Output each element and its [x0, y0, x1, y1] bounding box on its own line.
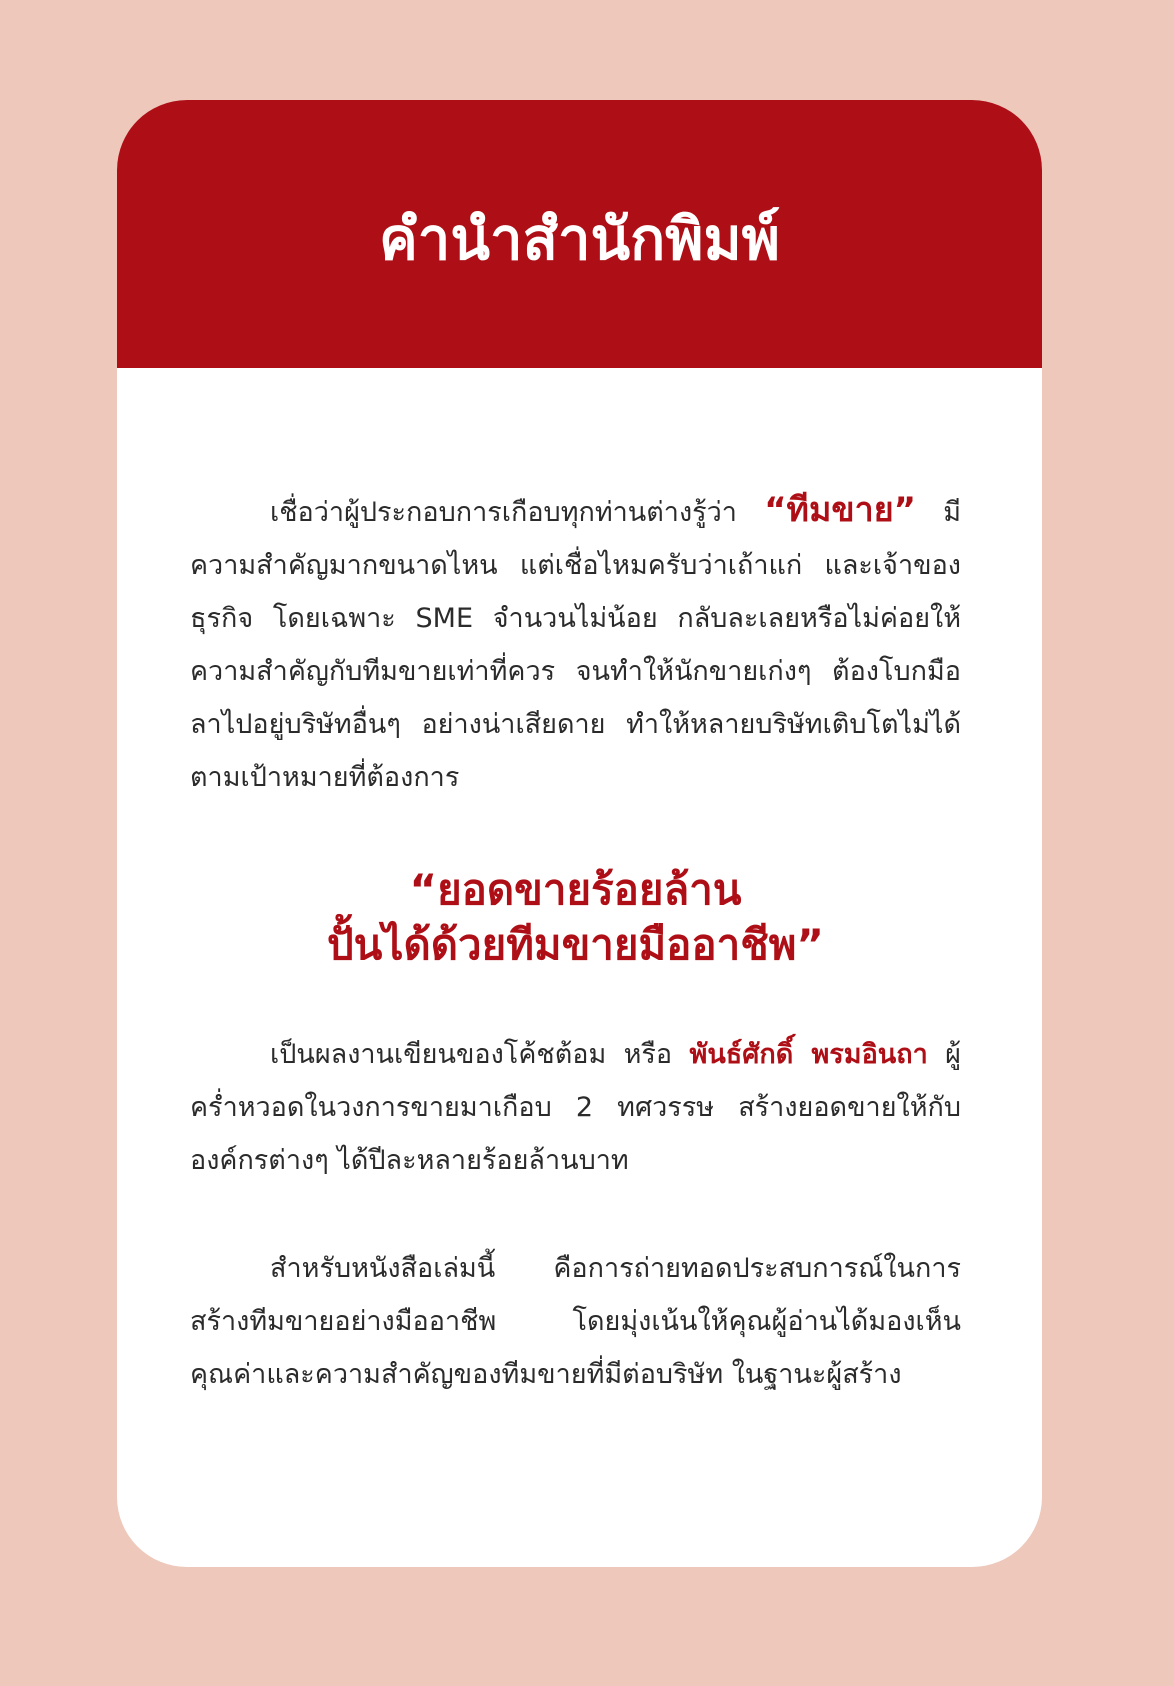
preface-card: [117, 100, 1042, 1567]
author-lead-text: เป็นผลงานเขียนของโค้ชต้อม หรือ: [270, 1039, 673, 1070]
preface-body: [117, 484, 1042, 1401]
book-title-line-1: “ยอดขายร้อยล้าน: [409, 865, 742, 914]
author-paragraph: [190, 1028, 961, 1187]
book-purpose-paragraph: สำหรับหนังสือเล่มนี้ คือการถ่ายทอดประสบการณ์ในการสร้างทีมขายอย่างมืออาชีพ โดยมุ่งเน้นให้คุณผู้อ่านได้มองเห็นคุณค่าและความสำคัญของทีมขายที่มีต่อบริษัท ในฐานะผู้สร้าง: [190, 1253, 961, 1390]
author-name: พันธ์ศักดิ์ พรมอินถา: [689, 1039, 928, 1070]
sales-team-highlight: “ทีมขาย”: [764, 490, 916, 530]
page-title: คำนำสำนักพิมพ์: [378, 204, 780, 273]
intro-paragraph: [190, 484, 961, 804]
preface-header: [117, 100, 1042, 368]
intro-rest-text: มีความสำคัญมากขนาดไหน แต่เชื่อไหมครับว่าเถ้าแก่ และเจ้าของธุรกิจ โดยเฉพาะ SME จำนวนไม่น้อย กลับละเลยหรือไม่ค่อยให้ความสำคัญกับทีมขายเท่าที่ควร จนทำให้นักขายเก่งๆ ต้องโบกมือลาไปอยู่บริษัทอื่นๆ อย่างน่าเสียดาย ทำให้หลายบริษัทเติบโตไม่ได้ตามเป้าหมายที่ต้องการ: [190, 497, 961, 793]
book-title-quote: [190, 862, 961, 972]
author-rest-text: ผู้คร่ำหวอดในวงการขายมาเกือบ 2 ทศวรรษ สร้างยอดขายให้กับองค์กรต่างๆ ได้ปีละหลายร้อยล้านบาท: [190, 1039, 961, 1176]
book-title-line-2: ปั้นได้ด้วยทีมขายมืออาชีพ”: [326, 920, 825, 969]
intro-lead-text: เชื่อว่าผู้ประกอบการเกือบทุกท่านต่างรู้ว่า: [270, 497, 737, 528]
